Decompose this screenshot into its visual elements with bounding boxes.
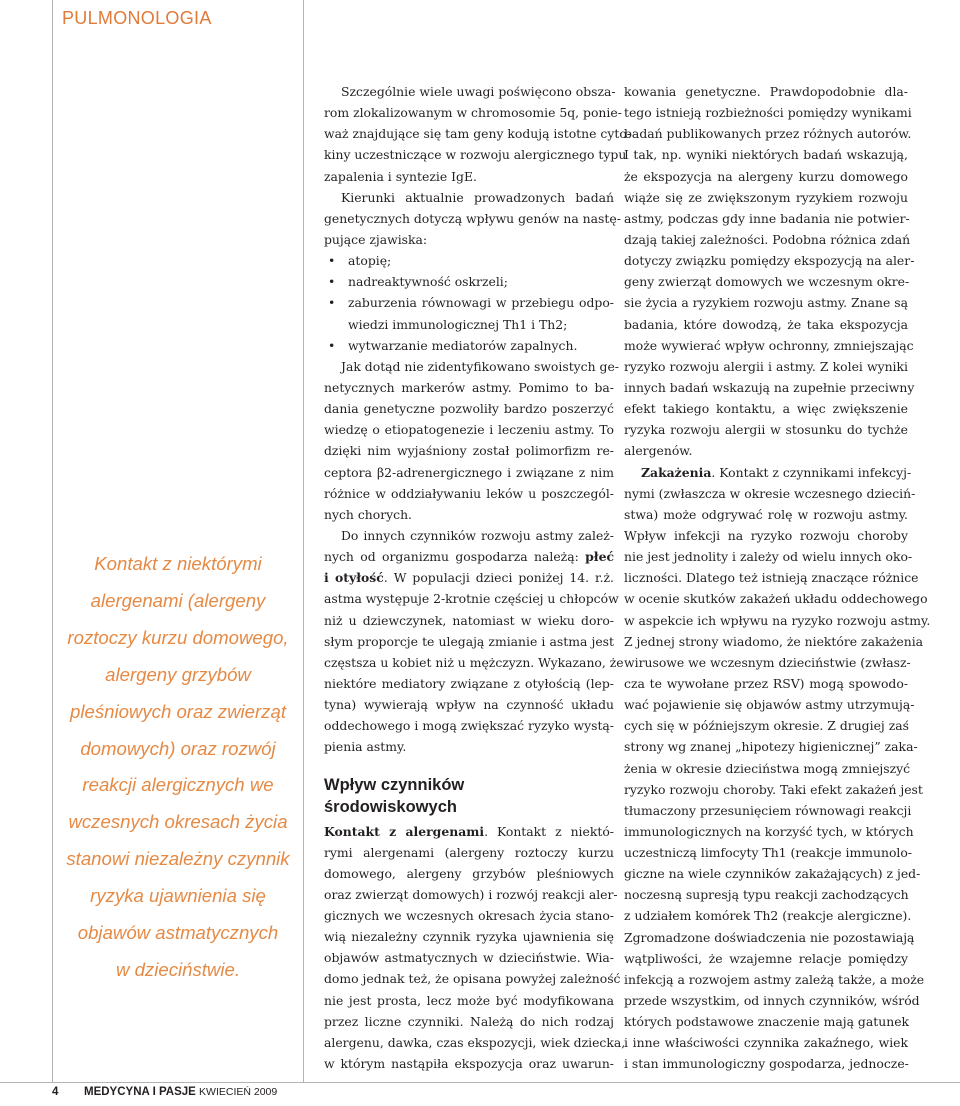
text-line: stwa) może odgrywać rolę w rozwoju astmy. [624,506,908,522]
pull-quote-line: domowych) oraz rozwój [80,737,276,759]
text-line: dzięki nim wyjaśniony został polimorfizm re- [324,443,614,459]
text-line: ryzyko rozwoju alergii i astmy. Z kolei wyniki [624,358,908,374]
text-line: rymi alergenami (alergeny roztoczy kurzu [324,844,614,860]
text-line: i stan immunologiczny gospodarza, jednocze- [624,1056,909,1072]
text-line: nie jest jednolity i zależy od wielu innych oko- [624,549,913,565]
text-span: . W populacji dzieci poniżej 14. r.ż. [383,570,615,586]
text-line: niż u dziewczynek, natomiast w wieku doro- [324,612,614,628]
text-line: efekt takiego kontaktu, a więc zwiększenie [624,401,908,417]
footer-rule [0,1082,960,1083]
bold-term-zakazenia: Zakażenia [641,464,712,480]
text-line: Kierunki aktualnie prowadzonych badań [341,189,614,205]
text-line: oraz zwierząt domowych) i rozwój reakcji aler- [324,886,618,902]
text-line: alergenu, dawka, czas ekspozycji, wiek dziecka, [324,1034,626,1050]
section-heading: Wpływ czynników [324,775,465,794]
bullet-item-continuation: wiedzi immunologicznej Th1 i Th2; [348,316,568,332]
text-line: geny zwierząt domowych we wczesnym okre- [624,274,910,290]
text-line: dania genetyczne pozwoliły bardzo poszerzyć [324,401,614,417]
text-line: wiedzę o etiopatogenezie i leczeniu astmy. To [324,422,614,438]
pullquote-column-rule [303,0,304,1082]
text-line [624,462,912,483]
text-line: giczne na wiele czynników zakażających) z jed- [624,866,921,882]
text-line: i inne właściwości czynnika zakaźnego, wiek [624,1035,908,1051]
pull-quote-line: alergenami (alergeny [90,589,266,611]
pull-quote-line: w dzieciństwie. [115,958,240,980]
text-line [324,546,614,567]
text-line: w którym nastąpiła ekspozycja oraz uwarun- [324,1056,614,1072]
text-line: cych się w późniejszym okresie. Z drugiej zaś [624,718,909,734]
bullet-item: • wytwarzanie mediatorów zapalnych. [324,335,614,356]
text-line: rom zlokalizowanym w chromosomie 5q, ponie- [324,105,622,121]
text-line: nych chorych. [324,506,412,522]
text-line: cza te wywołane przez RSV) mogą spowodo- [624,675,908,691]
text-line: liczności. Dlatego też istnieją znaczące różnice [624,570,919,586]
text-line: strony wg znanej „hipotezy higienicznej” zaka- [624,739,918,755]
text-line: objawów astmatycznych w dzieciństwie. Wia- [324,950,614,966]
text-line: częstsza u kobiet niż u mężczyzn. Wykazano, że [324,654,624,670]
bold-term-plec: płeć [585,549,614,565]
text-line: kiny uczestniczące w rozwoju alergicznego typu [324,147,627,163]
text-line: domo jednak też, że opisana powyżej zależność [324,971,621,987]
text-line: Szczególnie wiele uwagi poświęcono obsza- [341,84,616,99]
text-span: nych od organizmu gospodarza należą: [324,549,586,565]
text-line: immunologicznych na korzyść tych, w których [624,823,914,839]
text-line: nie jest prosta, lecz może być modyfikowana [324,992,614,1008]
text-line: niektóre mediatory związane z otyłością (lep- [324,675,614,691]
pull-quote-line: Kontakt z niektórymi [94,553,262,574]
footer-journal-info [84,1086,277,1106]
text-line: sie życia a ryzykiem rozwoju astmy. Znane są [624,295,909,311]
text-line: że ekspozycja na alergeny kurzu domowego [624,168,908,184]
left-column-rule [52,0,53,1082]
article-column-1 [324,81,631,1074]
text-line: astmy, podczas gdy inne badania nie potwier- [624,210,910,226]
text-line: domowego, alergeny grzybów pleśniowych [324,865,614,881]
text-line: wiąże się ze zwiększonym ryzykiem rozwoju [624,189,908,205]
text-line: waż znajdujące się tam geny kodują istotne cyto- [324,126,631,142]
text-line: Do innych czynników rozwoju astmy zależ- [341,527,614,543]
page-number: 4 [52,1086,59,1098]
text-line: wać pojawienie się objawów astmy utrzymują- [624,697,915,713]
text-line: genetycznych dotyczą wpływu genów na nastę- [324,210,621,226]
pull-quote-line: objawów astmatycznych [77,922,279,944]
bullet-item: • nadreaktywność oskrzeli; [324,271,614,292]
text-line: wątpliwości, że wzajemne relacje pomiędzy [624,950,908,966]
journal-name: MEDYCYNA I PASJE [84,1086,196,1098]
text-line: w aspekcie ich wpływu na ryzyko rozwoju astmy. [624,612,931,628]
text-line: wirusowe we wczesnym dzieciństwie (zwłasz- [624,654,911,670]
text-line: dzają takiej zależności. Podobna różnica zdań [624,231,911,247]
section-heading: środowiskowych [324,797,457,816]
text-line: astma występuje 2-krotnie częściej u chłopców [324,591,619,607]
text-line: których podstawowe znaczenie mają gatunek [624,1014,910,1030]
text-line: innych badań wskazują na zupełnie przeciwny [624,379,915,395]
text-line: badania, które dowodzą, że taka ekspozycja [624,316,908,332]
text-line: dotyczy związku pomiędzy ekspozycją na aler- [624,253,915,269]
article-column-2 [624,81,931,1075]
text-line: przez liczne czynniki. Należą do nich rodzaj [324,1013,614,1029]
text-line: uczestniczą limfocyty Th1 (reakcje immunolo- [624,845,913,861]
pull-quote-line: wczesnych okresach życia [68,811,288,833]
text-line: Wpływ infekcji na ryzyko rozwoju choroby [624,527,908,543]
text-line: pienia astmy. [324,739,407,755]
pull-quote-line: stanowi niezależny czynnik [66,848,290,870]
text-line: tego istnieją rozbieżności pomiędzy wynikami [624,105,912,121]
text-line: alergenów. [624,443,693,459]
text-line: nymi (zwłaszcza w okresie wczesnego dzieciń- [624,485,916,501]
text-line: różnice w oddziaływaniu leków u poszczegól- [324,485,614,501]
text-line: w ocenie skutków zakażeń układu oddechowego [624,591,928,607]
text-line: wią niezależny czynnik ryzyka ujawnienia się [324,929,614,945]
bold-term-otylosc: i otyłość [324,570,384,586]
text-line: przede wszystkim, od innych czynników, wśród [624,993,920,1009]
text-line: pujące zjawiska: [324,231,428,247]
text-line: zapalenia i syntezie IgE. [324,168,477,184]
text-line: infekcją a rozwojem astmy zależą także, a może [624,971,925,987]
text-line: słym proporcje te ulegają zmianie i astma jest [324,633,614,649]
text-line: netycznych markerów astmy. Pomimo to ba- [324,379,614,395]
text-line: Jak dotąd nie zidentyfikowano swoistych ge- [341,358,619,374]
bullet-item: • zaburzenia równowagi w przebiegu odpo- [324,292,614,313]
text-line: żenia w okresie dzieciństwa mogą zmniejszyć [624,760,911,776]
text-line: I tak, np. wyniki niektórych badań wskazują, [624,147,908,163]
text-line: tłumaczony przesunięciem równowagi reakcji [624,802,912,818]
text-line: gicznych we wczesnych okresach życia stano- [324,908,614,924]
text-line: tyna) wywierają wpływ na czynność układu [324,697,614,713]
pull-quote-line: pleśniowych oraz zwierząt [70,700,286,722]
text-line: Zgromadzone doświadczenia nie pozostawiają [624,929,915,945]
bullet-item: • atopię; [324,250,614,271]
pull-quote-line: alergeny grzybów [105,663,251,685]
text-line [324,567,614,588]
pull-quote-line: ryzyka ujawnienia się [90,885,266,907]
text-line: ryzyko rozwoju choroby. Taki efekt zakażeń jest [624,781,923,797]
text-line: oddechowego i mogą zwiększać ryzyko wystą- [324,718,614,734]
section-title: PULMONOLOGIA [62,8,212,28]
text-line: kowania genetyczne. Prawdopodobnie dla- [624,84,908,99]
pull-quote [62,546,294,989]
text-line: noczesną supresją typu reakcji zachodzących [624,887,909,903]
text-line: ceptora β2-adrenergicznego i związane z nim [324,464,614,480]
text-line: ryzyka rozwoju alergii w stosunku do tychże [624,422,908,438]
text-line: z udziałem komórek Th2 (reakcje alergiczne). [624,908,912,924]
issue-date: KWIECIEŃ 2009 [199,1086,278,1098]
text-line [324,821,614,842]
pull-quote-line: roztoczy kurzu domowego, [67,626,289,648]
text-span: . Kontakt z czynnikami infekcyj- [711,464,912,480]
text-line: może wywierać wpływ ochronny, zmniejszając [624,337,914,353]
pull-quote-line: reakcji alergicznych we [82,774,274,796]
text-span: . Kontakt z niektó- [484,823,614,839]
bold-term-kontakt: Kontakt z alergenami [324,823,485,839]
text-line: badań publikowanych przez różnych autorów. [624,126,912,142]
text-line: Z jednej strony wiadomo, że niektóre zakażenia [624,633,924,649]
